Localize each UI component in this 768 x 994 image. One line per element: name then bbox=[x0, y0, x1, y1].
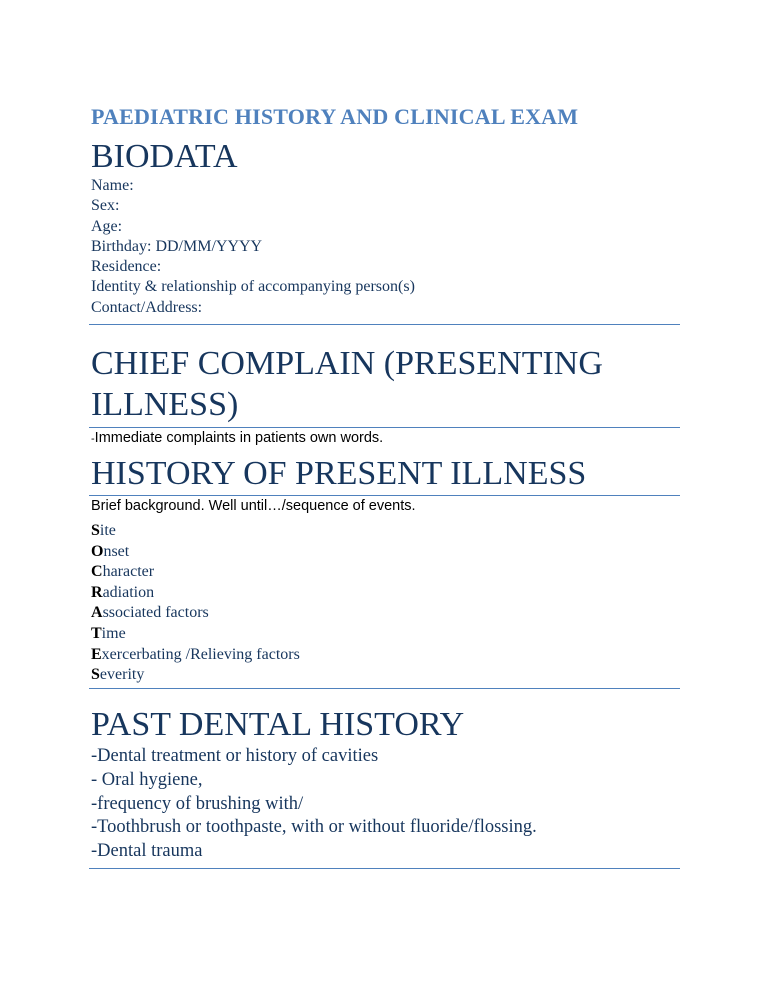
section-divider bbox=[89, 868, 680, 869]
past-dental-item: -frequency of brushing with/ bbox=[91, 793, 304, 814]
socrates-item-time: Time bbox=[91, 624, 126, 642]
biodata-heading: BIODATA bbox=[91, 138, 238, 175]
biodata-field-accompanying-person: Identity & relationship of accompanying person(s) bbox=[91, 278, 415, 296]
biodata-field-list bbox=[91, 176, 415, 318]
section-divider bbox=[89, 324, 680, 325]
past-dental-item: - Oral hygiene, bbox=[91, 769, 203, 790]
socrates-item-character: Character bbox=[91, 563, 155, 581]
socrates-item-radiation: Radiation bbox=[91, 583, 155, 601]
past-dental-item: -Dental treatment or history of cavities bbox=[91, 746, 379, 766]
socrates-item-severity: Severity bbox=[91, 666, 145, 684]
biodata-field-residence: Residence: bbox=[91, 258, 162, 276]
biodata-field-sex: Sex: bbox=[91, 197, 120, 215]
section-divider bbox=[89, 688, 680, 689]
chief-complaint-note-text: Immediate complaints in patients own words. bbox=[94, 430, 384, 446]
biodata-field-birthday: Birthday: DD/MM/YYYY bbox=[91, 237, 263, 255]
chief-complaint-note bbox=[91, 430, 383, 446]
past-dental-heading: PAST DENTAL HISTORY bbox=[91, 706, 465, 743]
chief-complaint-heading-line1: CHIEF COMPLAIN (PRESENTING bbox=[91, 345, 603, 382]
socrates-item-associated-factors: Associated factors bbox=[91, 604, 209, 622]
past-dental-item: -Dental trauma bbox=[91, 841, 203, 862]
chief-complaint-heading-line2: ILLNESS) bbox=[91, 386, 239, 423]
socrates-list bbox=[91, 521, 300, 686]
section-divider bbox=[89, 495, 680, 496]
past-dental-list bbox=[91, 745, 537, 864]
socrates-item-site: Site bbox=[91, 522, 116, 539]
socrates-item-onset: Onset bbox=[91, 542, 130, 560]
present-illness-heading: HISTORY OF PRESENT ILLNESS bbox=[91, 455, 587, 492]
socrates-item-exacerbating-relieving: Exercerbating /Relieving factors bbox=[91, 645, 300, 663]
section-divider bbox=[89, 427, 680, 428]
biodata-field-age: Age: bbox=[91, 217, 123, 235]
chief-complaint-note-dash: - bbox=[91, 433, 95, 445]
past-dental-item: -Toothbrush or toothpaste, with or without fluoride/flossing. bbox=[91, 817, 537, 838]
biodata-field-contact: Contact/Address: bbox=[91, 298, 203, 316]
document-title: PAEDIATRIC HISTORY AND CLINICAL EXAM bbox=[91, 104, 579, 129]
present-illness-note: Brief background. Well until…/sequence of events. bbox=[91, 498, 416, 514]
biodata-field-name: Name: bbox=[91, 177, 134, 194]
